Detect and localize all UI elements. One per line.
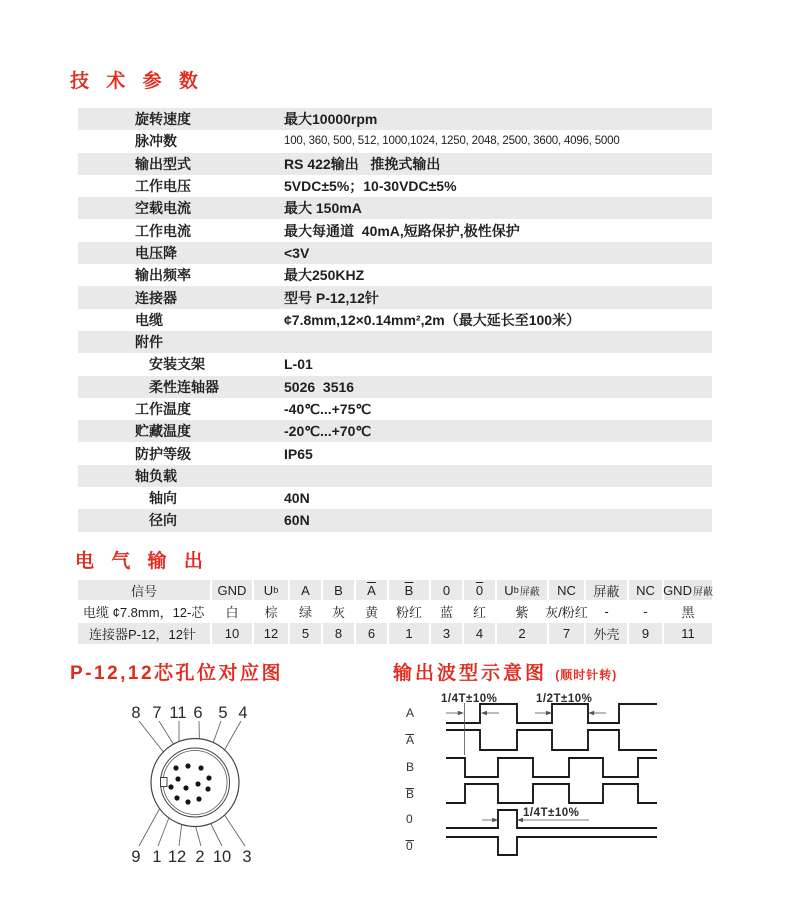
connector-pin-cell: 4 [464,623,495,644]
spec-row [78,309,712,331]
spec-row [78,264,712,286]
spec-label: 电压降 [135,244,177,261]
waveform-title-subtitle: (顺时针转) [555,668,618,682]
connector-inner-ring [161,748,230,817]
signal-name: GND [217,582,247,598]
connector-pin-cell: 1 [389,623,429,644]
signal-header-cell [549,580,584,600]
wave-label-B-bar: B [406,787,415,801]
signal-corner-cell: 信号 [78,580,210,600]
signal-name: B [334,582,343,598]
spec-label: 旋转速度 [135,111,191,128]
spec-value: RS 422输出 推挽式输出 [284,155,441,172]
spec-label: 空载电流 [135,200,191,217]
cable-color-cell: 棕 [264,605,278,620]
signal-name: 0 [475,582,484,598]
wave-label-A: A [406,706,415,720]
spec-row [78,353,712,375]
signal-header-cell [629,580,662,600]
spec-row [78,219,712,241]
spec-value: L-01 [284,356,313,373]
signal-header-cell [356,580,387,600]
connector-pin-cell: 外壳 [586,623,627,644]
spec-label: 径向 [149,512,177,529]
spec-value: 40N [284,490,310,507]
annotation-half-t: 1/2T±10% [536,693,593,705]
spec-value: 型号 P-12,12针 [284,289,379,306]
connector-pin-cell: 3 [431,623,462,644]
trace-0-bar [446,837,657,855]
spec-row [78,175,712,197]
spec-value: 100, 360, 500, 512, 1000,1024, 1250, 2048, 2500, 3600, 4096, 5000 [284,135,620,148]
spec-value: ¢7.8mm,12×0.14mm²,2m（最大延长至100米） [284,311,581,328]
wave-label-B: B [406,760,415,774]
spec-label: 脉冲数 [135,133,177,150]
spec-label: 防护等级 [135,445,191,462]
signal-suffix: 屏蔽 [519,586,540,598]
signal-name: U [263,582,274,598]
spec-label: 轴负载 [135,467,177,484]
cable-color-cell: 灰/粉红 [545,605,588,620]
section-title-electrical-output: 电 气 输 出 [75,551,209,572]
spec-label: 贮藏温度 [135,423,191,440]
pin-label-bottom-5: 10 [212,848,232,866]
spec-label: 安装支架 [149,356,205,373]
signal-header-cell [212,580,252,600]
cable-color-cell: - [643,604,648,619]
spec-value: 60N [284,512,310,529]
spec-value: -40℃...+75℃ [284,400,372,417]
tech-params-table [78,108,712,532]
spec-label: 工作温度 [135,401,191,417]
spec-label: 输出型式 [135,155,191,172]
spec-row [78,420,712,442]
trace-A-bar [446,730,657,750]
signal-name: U [504,582,514,598]
signal-name: 屏蔽 [593,583,620,599]
cable-color-cell: 绿 [298,605,312,620]
spec-label: 工作电压 [135,178,191,195]
cable-color-cell: 紫 [515,605,529,620]
waveform-title-text: 输出波型示意图 [393,663,548,684]
pin-label-bottom-1: 9 [131,848,141,866]
pin-label-bottom-2: 1 [152,848,162,866]
spec-row [78,153,712,175]
cable-color-cell: 蓝 [439,605,453,620]
electrical-output-table [78,580,712,645]
cable-color-cell: 黄 [364,605,378,620]
spec-label: 工作电流 [135,222,191,239]
annotation-quarter-t: 1/4T±10% [441,693,498,705]
pin-label-bottom-3: 12 [167,848,187,866]
connector-pin-cell: 10 [212,623,252,644]
pin-label-bottom-4: 2 [195,848,205,866]
connector-pin-cell: 12 [254,623,288,644]
spec-value: 5026 3516 [284,378,355,395]
signal-header-cell: U b 屏蔽 [497,580,547,600]
signal-name: A [301,582,310,598]
spec-row [78,331,712,353]
signal-header-cell [664,580,712,600]
signal-name: GND [663,582,692,598]
connector-pin-cell: 7 [549,623,584,644]
section-title-waveform-diagram [393,658,617,685]
connector-pin-cell: 9 [629,623,662,644]
trace-A [446,704,657,723]
spec-row [78,197,712,219]
signal-header-cell [464,580,495,600]
wave-label-0-bar: 0 [406,839,413,853]
signal-header-cell [323,580,354,600]
wave-label-A-bar: A [406,733,415,747]
spec-label: 连接器 [135,289,177,306]
spec-value: 最大每通道 40mA,短路保护,极性保护 [284,222,520,239]
wave-label-0: 0 [406,812,413,826]
pin-label-top-5: 5 [218,704,228,722]
spec-label: 柔性连轴器 [149,378,219,395]
signal-header-cell [389,580,429,600]
spec-value: 最大10000rpm [284,111,378,128]
annotation-zero-quarter-t: 1/4T±10% [523,807,580,819]
spec-row [78,108,712,130]
signal-header-cell [290,580,321,600]
waveform-dimension-lines [446,703,606,822]
spec-row [78,442,712,464]
spec-row [78,465,712,487]
spec-row [78,286,712,308]
connector-pin-cell: 5 [290,623,321,644]
spec-value: 5VDC±5%；10-30VDC±5% [284,178,457,195]
spec-value: 最大 150mA [284,200,362,217]
signal-name: NC [636,582,655,598]
spec-row [78,242,712,264]
connector-keyway-notch [161,778,168,787]
signal-suffix: 屏蔽 [692,586,713,598]
cable-color-cell: 灰 [331,605,345,620]
connector-row-label: 连接器P-12，12针 [78,623,210,644]
spec-label: 电缆 [135,311,163,328]
trace-B [446,758,657,777]
connector-pin-cell: 2 [497,623,547,644]
cable-row-label: 电缆 ¢7.8mm，12-芯 [83,605,205,620]
cable-color-cell: 白 [225,605,239,620]
connector-pin-cell: 11 [664,623,712,644]
spec-row [78,130,712,152]
pin-label-top-4: 6 [193,704,203,722]
connector-pin-row [78,623,712,644]
signal-name: $\overline{B}$ [404,582,414,598]
signal-header-row [78,580,712,600]
waveform-signal-labels [406,706,415,853]
signal-header-cell [586,580,627,600]
pin-label-top-1: 8 [131,704,141,722]
waveform-traces [446,704,657,855]
spec-row [78,509,712,531]
signal-header-cell [431,580,462,600]
cable-color-cell: 红 [472,605,486,620]
connector-pin-cell: 8 [323,623,354,644]
spec-value: IP65 [284,445,313,462]
connector-pinout-diagram [95,698,275,873]
spec-value: 最大250KHZ [284,267,365,284]
cable-color-cell: 粉红 [395,605,422,620]
signal-name: 0 [442,582,451,598]
spec-row [78,487,712,509]
pin-label-top-3: 11 [169,704,187,722]
signal-header-cell: U b [254,580,288,600]
section-title-connector-diagram: P-12,12芯孔位对应图 [70,663,284,684]
signal-name: NC [557,582,576,598]
pin-label-top-2: 7 [152,704,162,722]
spec-value: -20℃...+70℃ [284,422,372,439]
spec-row [78,376,712,398]
cable-color-cell: - [604,604,609,619]
spec-label: 附件 [135,334,163,351]
cable-color-cell: 黑 [681,605,695,620]
pin-label-top-6: 4 [238,704,248,722]
spec-label: 轴向 [149,490,177,507]
trace-B-bar [446,784,657,803]
spec-value: <3V [284,244,310,261]
spec-label: 输出频率 [135,267,191,284]
cable-color-row [78,601,712,622]
signal-name: $\overline{A}$ [367,582,376,598]
output-waveform-diagram [395,688,685,863]
connector-pin-cell: 6 [356,623,387,644]
pin-label-bottom-6: 3 [242,848,252,866]
spec-row [78,398,712,420]
section-title-tech-params: 技 术 参 数 [70,71,204,92]
